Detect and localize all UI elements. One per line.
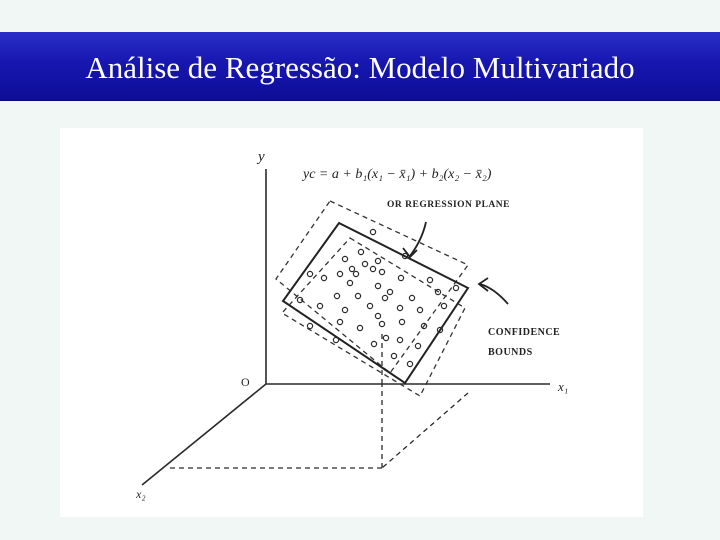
slide-title: Análise de Regressão: Modelo Multivariado bbox=[85, 50, 635, 85]
confidence-label-line2: BOUNDS bbox=[488, 347, 533, 358]
data-point bbox=[333, 337, 338, 342]
x2-axis-label: x₂ bbox=[136, 487, 146, 501]
data-point bbox=[453, 285, 458, 290]
plane-label: OR REGRESSION PLANE bbox=[387, 200, 510, 210]
data-point bbox=[407, 361, 412, 366]
data-point bbox=[334, 293, 339, 298]
data-point bbox=[383, 335, 388, 340]
x1-axis-label: x₁ bbox=[558, 379, 569, 394]
upper-confidence-bound bbox=[276, 201, 468, 373]
data-point bbox=[397, 337, 402, 342]
data-point bbox=[358, 249, 363, 254]
data-point bbox=[415, 343, 420, 348]
data-point bbox=[375, 313, 380, 318]
data-point bbox=[342, 256, 347, 261]
data-point bbox=[379, 269, 384, 274]
data-point bbox=[417, 307, 422, 312]
data-point bbox=[353, 271, 358, 276]
data-point bbox=[399, 319, 404, 324]
data-point bbox=[342, 307, 347, 312]
data-point bbox=[349, 266, 354, 271]
data-point bbox=[357, 325, 362, 330]
data-point bbox=[398, 275, 403, 280]
data-points bbox=[297, 229, 458, 366]
floor-projection bbox=[170, 333, 468, 468]
confidence-label-line1: CONFIDENCE bbox=[488, 327, 561, 338]
data-point bbox=[375, 283, 380, 288]
bounds-arrow bbox=[479, 278, 508, 304]
data-point bbox=[441, 303, 446, 308]
data-point bbox=[337, 271, 342, 276]
data-point bbox=[397, 305, 402, 310]
data-point bbox=[355, 293, 360, 298]
regression-diagram bbox=[60, 128, 643, 517]
data-point bbox=[379, 321, 384, 326]
data-point bbox=[391, 353, 396, 358]
y-axis-label: y bbox=[258, 149, 265, 165]
data-point bbox=[409, 295, 414, 300]
x2-axis bbox=[142, 384, 266, 485]
data-point bbox=[317, 303, 322, 308]
data-point bbox=[337, 319, 342, 324]
regression-figure bbox=[60, 128, 643, 517]
data-point bbox=[382, 295, 387, 300]
lower-confidence-bound bbox=[282, 238, 465, 396]
data-point bbox=[307, 323, 312, 328]
data-point bbox=[370, 266, 375, 271]
data-point bbox=[367, 303, 372, 308]
regression-equation: yc = a + b₁(x₁ − x̄₁) + b₂(x₂ − x̄₂) bbox=[303, 167, 492, 182]
data-point bbox=[307, 271, 312, 276]
data-point bbox=[371, 341, 376, 346]
origin-label: O bbox=[241, 375, 250, 389]
data-point bbox=[370, 229, 375, 234]
data-point bbox=[347, 280, 352, 285]
data-point bbox=[362, 261, 367, 266]
data-point bbox=[375, 258, 380, 263]
data-point bbox=[321, 275, 326, 280]
data-point bbox=[387, 289, 392, 294]
title-bar bbox=[0, 32, 720, 100]
data-point bbox=[427, 277, 432, 282]
